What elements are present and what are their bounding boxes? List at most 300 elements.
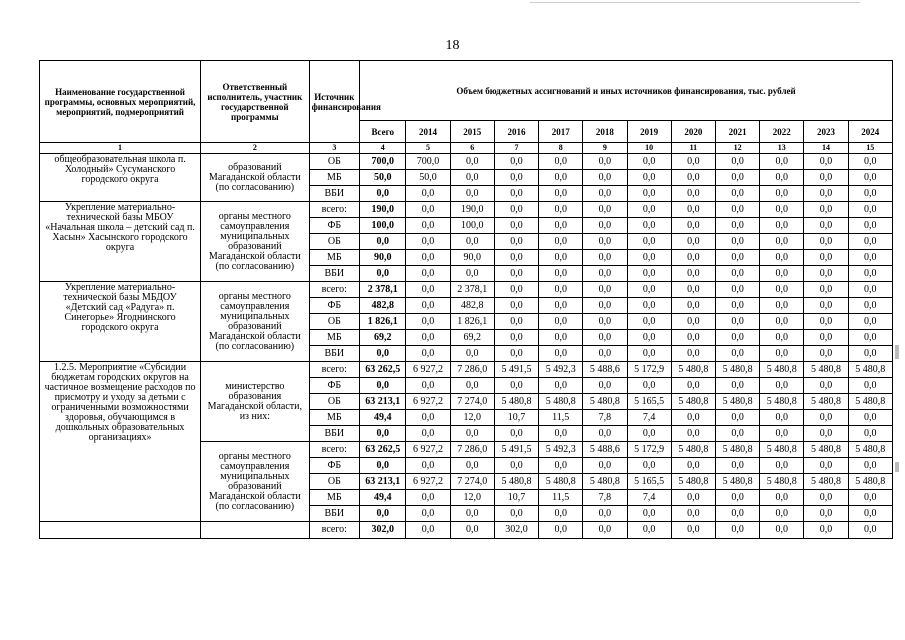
year-value-cell: 0,0 — [583, 218, 627, 234]
year-value-cell: 0,0 — [406, 346, 450, 362]
year-value-cell: 5 480,8 — [671, 442, 715, 458]
year-value-cell: 0,0 — [583, 266, 627, 282]
year-value-cell: 0,0 — [539, 346, 583, 362]
year-value-cell: 0,0 — [539, 426, 583, 442]
year-value-cell: 0,0 — [671, 298, 715, 314]
year-value-cell: 5 172,9 — [627, 442, 671, 458]
year-value-cell: 0,0 — [539, 234, 583, 250]
year-value-cell: 7,8 — [583, 410, 627, 426]
year-value-cell: 5 480,8 — [848, 474, 892, 490]
year-value-cell: 0,0 — [848, 298, 892, 314]
year-value-cell: 0,0 — [450, 186, 494, 202]
year-value-cell: 0,0 — [583, 282, 627, 298]
year-value-cell: 5 491,5 — [494, 362, 538, 378]
year-value-cell: 5 480,8 — [760, 442, 804, 458]
column-number: 9 — [583, 143, 627, 154]
table-row — [40, 282, 893, 298]
total-cell: 0,0 — [360, 506, 406, 522]
year-value-cell: 0,0 — [804, 170, 848, 186]
year-value-cell: 0,0 — [406, 298, 450, 314]
year-value-cell: 0,0 — [450, 266, 494, 282]
year-value-cell: 0,0 — [406, 250, 450, 266]
column-number: 10 — [627, 143, 671, 154]
year-value-cell: 0,0 — [539, 378, 583, 394]
year-value-cell: 0,0 — [671, 522, 715, 539]
year-value-cell: 6 927,2 — [406, 394, 450, 410]
column-number: 12 — [715, 143, 759, 154]
year-value-cell: 5 480,8 — [494, 474, 538, 490]
year-value-cell: 0,0 — [406, 218, 450, 234]
year-value-cell: 0,0 — [848, 186, 892, 202]
funding-source-cell: ВБИ — [309, 186, 360, 202]
total-cell: 100,0 — [360, 218, 406, 234]
year-value-cell: 0,0 — [539, 154, 583, 170]
total-cell: 63 213,1 — [360, 394, 406, 410]
year-value-cell: 90,0 — [450, 250, 494, 266]
year-value-cell: 0,0 — [406, 282, 450, 298]
year-value-cell: 0,0 — [450, 234, 494, 250]
year-value-cell: 0,0 — [583, 506, 627, 522]
header-program-name: Наименование государственной программы, основных мероприятий, мероприятий, подмероприятий — [40, 61, 201, 143]
year-value-cell: 0,0 — [671, 266, 715, 282]
year-value-cell: 7,8 — [583, 490, 627, 506]
activity-name-cell: общеобразовательная школа п. Холодный» Сусуманского городского округа — [40, 154, 201, 202]
year-value-cell: 5 480,8 — [715, 474, 759, 490]
year-value-cell: 0,0 — [494, 378, 538, 394]
responsible-cell — [201, 522, 309, 539]
year-value-cell: 5 480,8 — [715, 362, 759, 378]
year-value-cell: 0,0 — [848, 266, 892, 282]
year-value-cell: 0,0 — [671, 234, 715, 250]
year-value-cell: 0,0 — [715, 458, 759, 474]
year-value-cell: 7,4 — [627, 490, 671, 506]
year-value-cell: 0,0 — [406, 314, 450, 330]
year-value-cell: 5 480,8 — [715, 394, 759, 410]
year-value-cell: 0,0 — [760, 186, 804, 202]
year-value-cell: 0,0 — [715, 250, 759, 266]
year-value-cell: 5 165,5 — [627, 474, 671, 490]
year-value-cell: 0,0 — [671, 378, 715, 394]
funding-source-cell: ФБ — [309, 218, 360, 234]
year-value-cell: 0,0 — [406, 378, 450, 394]
year-value-cell: 0,0 — [583, 298, 627, 314]
year-value-cell: 0,0 — [760, 154, 804, 170]
year-value-cell: 0,0 — [583, 154, 627, 170]
year-value-cell: 0,0 — [848, 522, 892, 539]
year-value-cell: 0,0 — [804, 426, 848, 442]
year-value-cell: 0,0 — [494, 282, 538, 298]
year-value-cell: 0,0 — [760, 266, 804, 282]
year-value-cell: 0,0 — [627, 218, 671, 234]
funding-source-cell: ВБИ — [309, 266, 360, 282]
year-value-cell: 0,0 — [804, 218, 848, 234]
year-value-cell: 0,0 — [539, 330, 583, 346]
year-value-cell: 0,0 — [583, 346, 627, 362]
year-value-cell: 0,0 — [671, 202, 715, 218]
total-cell: 0,0 — [360, 426, 406, 442]
year-value-cell: 0,0 — [671, 314, 715, 330]
year-value-cell: 5 480,8 — [583, 474, 627, 490]
year-value-cell: 0,0 — [804, 522, 848, 539]
responsible-cell: министерство образования Магаданской области, из них: — [201, 362, 309, 442]
year-value-cell: 5 480,8 — [760, 362, 804, 378]
year-value-cell: 0,0 — [494, 234, 538, 250]
year-value-cell: 0,0 — [627, 298, 671, 314]
header-year: 2024 — [848, 121, 892, 143]
total-cell: 0,0 — [360, 234, 406, 250]
year-value-cell: 0,0 — [760, 458, 804, 474]
year-value-cell: 0,0 — [760, 346, 804, 362]
year-value-cell: 10,7 — [494, 410, 538, 426]
year-value-cell: 0,0 — [494, 218, 538, 234]
year-value-cell: 5 480,8 — [760, 474, 804, 490]
year-value-cell: 0,0 — [494, 202, 538, 218]
year-value-cell: 0,0 — [450, 426, 494, 442]
year-value-cell: 0,0 — [715, 346, 759, 362]
year-value-cell: 0,0 — [450, 506, 494, 522]
year-value-cell: 0,0 — [583, 458, 627, 474]
year-value-cell: 0,0 — [583, 170, 627, 186]
year-value-cell: 0,0 — [848, 314, 892, 330]
year-value-cell: 5 480,8 — [671, 474, 715, 490]
year-value-cell: 12,0 — [450, 490, 494, 506]
funding-source-cell: всего: — [309, 442, 360, 458]
year-value-cell: 0,0 — [494, 426, 538, 442]
year-value-cell: 0,0 — [760, 314, 804, 330]
year-value-cell: 482,8 — [450, 298, 494, 314]
year-value-cell: 0,0 — [848, 202, 892, 218]
column-number: 5 — [406, 143, 450, 154]
year-value-cell: 0,0 — [848, 426, 892, 442]
funding-source-cell: ФБ — [309, 298, 360, 314]
header-year: 2020 — [671, 121, 715, 143]
year-value-cell: 0,0 — [627, 186, 671, 202]
year-value-cell: 0,0 — [627, 282, 671, 298]
year-value-cell: 7 274,0 — [450, 474, 494, 490]
header-year: 2016 — [494, 121, 538, 143]
year-value-cell: 0,0 — [539, 314, 583, 330]
year-value-cell: 0,0 — [406, 266, 450, 282]
year-value-cell: 0,0 — [804, 250, 848, 266]
year-value-cell: 0,0 — [804, 234, 848, 250]
year-value-cell: 0,0 — [760, 426, 804, 442]
year-value-cell: 0,0 — [848, 378, 892, 394]
funding-source-cell: всего: — [309, 522, 360, 539]
year-value-cell: 0,0 — [627, 170, 671, 186]
scan-edge-line — [530, 2, 860, 3]
year-value-cell: 0,0 — [804, 410, 848, 426]
year-value-cell: 0,0 — [450, 170, 494, 186]
year-value-cell: 0,0 — [715, 410, 759, 426]
year-value-cell: 0,0 — [848, 250, 892, 266]
year-value-cell: 0,0 — [760, 218, 804, 234]
year-value-cell: 0,0 — [406, 410, 450, 426]
year-value-cell: 0,0 — [671, 426, 715, 442]
year-value-cell: 0,0 — [406, 522, 450, 539]
year-value-cell: 5 488,6 — [583, 442, 627, 458]
year-value-cell: 0,0 — [804, 506, 848, 522]
funding-source-cell: ОБ — [309, 234, 360, 250]
year-value-cell: 6 927,2 — [406, 442, 450, 458]
column-number: 13 — [760, 143, 804, 154]
year-value-cell: 0,0 — [715, 154, 759, 170]
year-value-cell: 0,0 — [804, 490, 848, 506]
year-value-cell: 0,0 — [760, 378, 804, 394]
year-value-cell: 0,0 — [406, 458, 450, 474]
total-cell: 1 826,1 — [360, 314, 406, 330]
year-value-cell: 5 480,8 — [671, 362, 715, 378]
year-value-cell: 0,0 — [627, 266, 671, 282]
column-number: 4 — [360, 143, 406, 154]
year-value-cell: 5 480,8 — [671, 394, 715, 410]
year-value-cell: 0,0 — [539, 170, 583, 186]
year-value-cell: 0,0 — [539, 218, 583, 234]
year-value-cell: 0,0 — [627, 378, 671, 394]
year-value-cell: 5 165,5 — [627, 394, 671, 410]
year-value-cell: 0,0 — [494, 154, 538, 170]
year-value-cell: 0,0 — [539, 266, 583, 282]
year-value-cell: 0,0 — [494, 458, 538, 474]
funding-source-cell: МБ — [309, 410, 360, 426]
year-value-cell: 0,0 — [804, 314, 848, 330]
year-value-cell: 0,0 — [539, 522, 583, 539]
responsible-cell: органы местного самоуправления муниципальных образований Магаданской области (по согласованию) — [201, 282, 309, 362]
table-row — [40, 522, 893, 539]
year-value-cell: 0,0 — [715, 282, 759, 298]
year-value-cell: 5 480,8 — [494, 394, 538, 410]
year-value-cell: 0,0 — [494, 346, 538, 362]
year-value-cell: 0,0 — [715, 186, 759, 202]
year-value-cell: 100,0 — [450, 218, 494, 234]
year-value-cell: 0,0 — [539, 506, 583, 522]
funding-source-cell: МБ — [309, 170, 360, 186]
column-number: 8 — [539, 143, 583, 154]
funding-source-cell: ВБИ — [309, 346, 360, 362]
year-value-cell: 0,0 — [671, 490, 715, 506]
activity-name-cell: Укрепление материально-технической базы МБОУ «Начальная школа – детский сад п. Хасын» Хасынского городского округа — [40, 202, 201, 282]
table-row — [40, 154, 893, 170]
year-value-cell: 0,0 — [804, 282, 848, 298]
header-year: 2014 — [406, 121, 450, 143]
total-cell: 700,0 — [360, 154, 406, 170]
year-value-cell: 190,0 — [450, 202, 494, 218]
year-value-cell: 5 480,8 — [760, 394, 804, 410]
table-row — [40, 362, 893, 378]
year-value-cell: 0,0 — [627, 250, 671, 266]
year-value-cell: 0,0 — [583, 378, 627, 394]
total-cell: 49,4 — [360, 490, 406, 506]
year-value-cell: 7 274,0 — [450, 394, 494, 410]
total-cell: 190,0 — [360, 202, 406, 218]
year-value-cell: 0,0 — [583, 186, 627, 202]
year-value-cell: 0,0 — [583, 314, 627, 330]
total-cell: 0,0 — [360, 378, 406, 394]
scan-mark — [895, 462, 899, 472]
year-value-cell: 0,0 — [627, 234, 671, 250]
year-value-cell: 0,0 — [760, 506, 804, 522]
funding-source-cell: ОБ — [309, 314, 360, 330]
year-value-cell: 7 286,0 — [450, 362, 494, 378]
year-value-cell: 0,0 — [450, 522, 494, 539]
header-responsible: Ответственный исполнитель, участник государственной программы — [201, 61, 309, 143]
year-value-cell: 0,0 — [671, 458, 715, 474]
funding-source-cell: ОБ — [309, 154, 360, 170]
scan-mark — [895, 345, 899, 359]
header-funding-source: Источник финансирования — [309, 61, 360, 143]
header-year: 2017 — [539, 121, 583, 143]
header-year: 2021 — [715, 121, 759, 143]
page-number: 18 — [445, 38, 460, 53]
year-value-cell: 0,0 — [848, 410, 892, 426]
year-value-cell: 0,0 — [848, 346, 892, 362]
year-value-cell: 0,0 — [715, 202, 759, 218]
funding-source-cell: ВБИ — [309, 506, 360, 522]
header-funding-volume: Объем бюджетных ассигнований и иных источников финансирования, тыс. рублей — [360, 61, 893, 121]
year-value-cell: 5 491,5 — [494, 442, 538, 458]
responsible-cell: образований Магаданской области (по согласованию) — [201, 154, 309, 202]
year-value-cell: 0,0 — [627, 522, 671, 539]
year-value-cell: 0,0 — [583, 330, 627, 346]
year-value-cell: 6 927,2 — [406, 362, 450, 378]
year-value-cell: 0,0 — [406, 490, 450, 506]
year-value-cell: 0,0 — [804, 346, 848, 362]
year-value-cell: 0,0 — [583, 234, 627, 250]
year-value-cell: 11,5 — [539, 490, 583, 506]
responsible-cell: органы местного самоуправления муниципальных образований Магаданской области (по согласованию) — [201, 442, 309, 522]
year-value-cell: 0,0 — [671, 170, 715, 186]
column-number: 1 — [40, 143, 201, 154]
year-value-cell: 0,0 — [627, 330, 671, 346]
year-value-cell: 0,0 — [539, 250, 583, 266]
year-value-cell: 0,0 — [848, 330, 892, 346]
year-value-cell: 0,0 — [406, 426, 450, 442]
year-value-cell: 12,0 — [450, 410, 494, 426]
header-year: 2022 — [760, 121, 804, 143]
year-value-cell: 0,0 — [671, 346, 715, 362]
year-value-cell: 0,0 — [406, 506, 450, 522]
year-value-cell: 5 480,8 — [583, 394, 627, 410]
funding-source-cell: ОБ — [309, 474, 360, 490]
year-value-cell: 0,0 — [539, 298, 583, 314]
year-value-cell: 5 492,3 — [539, 442, 583, 458]
total-cell: 69,2 — [360, 330, 406, 346]
year-value-cell: 0,0 — [848, 506, 892, 522]
budget-table — [39, 60, 893, 539]
header-total: Всего — [360, 121, 406, 143]
year-value-cell: 5 488,6 — [583, 362, 627, 378]
activity-name-cell: Укрепление материально-технической базы МБДОУ «Детский сад «Радуга» п. Синегорье» Ягоднинского городского округа — [40, 282, 201, 362]
funding-source-cell: ФБ — [309, 458, 360, 474]
year-value-cell: 0,0 — [760, 330, 804, 346]
funding-source-cell: всего: — [309, 282, 360, 298]
year-value-cell: 0,0 — [406, 330, 450, 346]
funding-source-cell: МБ — [309, 250, 360, 266]
total-cell: 2 378,1 — [360, 282, 406, 298]
column-number: 11 — [671, 143, 715, 154]
funding-source-cell: всего: — [309, 362, 360, 378]
year-value-cell: 0,0 — [848, 170, 892, 186]
year-value-cell: 1 826,1 — [450, 314, 494, 330]
year-value-cell: 0,0 — [406, 186, 450, 202]
total-cell: 0,0 — [360, 186, 406, 202]
year-value-cell: 0,0 — [804, 298, 848, 314]
year-value-cell: 0,0 — [583, 522, 627, 539]
year-value-cell: 5 480,8 — [539, 394, 583, 410]
year-value-cell: 0,0 — [627, 506, 671, 522]
year-value-cell: 69,2 — [450, 330, 494, 346]
year-value-cell: 0,0 — [848, 218, 892, 234]
year-value-cell: 7 286,0 — [450, 442, 494, 458]
year-value-cell: 0,0 — [804, 186, 848, 202]
year-value-cell: 0,0 — [760, 202, 804, 218]
year-value-cell: 0,0 — [627, 154, 671, 170]
activity-name-cell — [40, 522, 201, 539]
year-value-cell: 0,0 — [848, 490, 892, 506]
year-value-cell: 0,0 — [760, 298, 804, 314]
year-value-cell: 0,0 — [494, 314, 538, 330]
total-cell: 482,8 — [360, 298, 406, 314]
year-value-cell: 0,0 — [715, 426, 759, 442]
year-value-cell: 0,0 — [583, 202, 627, 218]
funding-source-cell: ФБ — [309, 378, 360, 394]
year-value-cell: 0,0 — [583, 426, 627, 442]
year-value-cell: 0,0 — [671, 410, 715, 426]
column-number: 14 — [804, 143, 848, 154]
year-value-cell: 0,0 — [450, 346, 494, 362]
column-number: 2 — [201, 143, 309, 154]
year-value-cell: 0,0 — [715, 330, 759, 346]
year-value-cell: 0,0 — [715, 522, 759, 539]
funding-source-cell: МБ — [309, 330, 360, 346]
year-value-cell: 0,0 — [627, 314, 671, 330]
year-value-cell: 0,0 — [406, 202, 450, 218]
year-value-cell: 0,0 — [539, 282, 583, 298]
year-value-cell: 0,0 — [539, 186, 583, 202]
year-value-cell: 0,0 — [760, 490, 804, 506]
year-value-cell: 0,0 — [848, 234, 892, 250]
year-value-cell: 5 492,3 — [539, 362, 583, 378]
year-value-cell: 0,0 — [494, 298, 538, 314]
year-value-cell: 6 927,2 — [406, 474, 450, 490]
year-value-cell: 5 480,8 — [848, 442, 892, 458]
year-value-cell: 0,0 — [406, 234, 450, 250]
year-value-cell: 0,0 — [804, 154, 848, 170]
year-value-cell: 0,0 — [760, 234, 804, 250]
year-value-cell: 0,0 — [539, 458, 583, 474]
year-value-cell: 0,0 — [450, 378, 494, 394]
year-value-cell: 0,0 — [804, 378, 848, 394]
year-value-cell: 0,0 — [494, 266, 538, 282]
year-value-cell: 0,0 — [804, 266, 848, 282]
year-value-cell: 0,0 — [671, 330, 715, 346]
year-value-cell: 0,0 — [715, 298, 759, 314]
header-year: 2018 — [583, 121, 627, 143]
column-number: 15 — [848, 143, 892, 154]
year-value-cell: 0,0 — [494, 250, 538, 266]
year-value-cell: 0,0 — [450, 458, 494, 474]
year-value-cell: 5 480,8 — [848, 362, 892, 378]
year-value-cell: 0,0 — [627, 346, 671, 362]
year-value-cell: 302,0 — [494, 522, 538, 539]
column-number: 7 — [494, 143, 538, 154]
year-value-cell: 5 480,8 — [715, 442, 759, 458]
column-number: 6 — [450, 143, 494, 154]
year-value-cell: 0,0 — [848, 154, 892, 170]
year-value-cell: 0,0 — [671, 218, 715, 234]
total-cell: 90,0 — [360, 250, 406, 266]
year-value-cell: 0,0 — [494, 506, 538, 522]
year-value-cell: 0,0 — [715, 218, 759, 234]
